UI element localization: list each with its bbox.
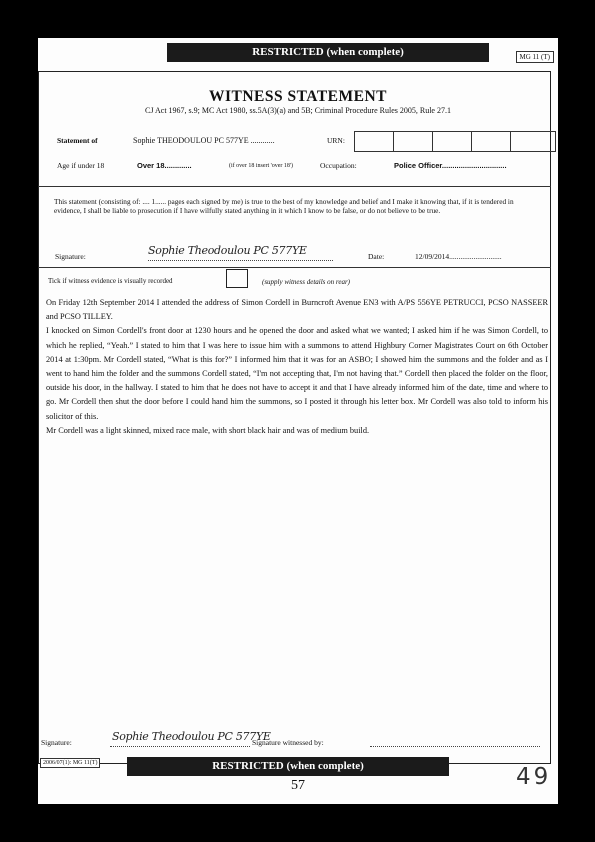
form-code-bottom: 2006/07(1): MG 11(T) (40, 758, 100, 768)
statement-paragraph: Mr Cordell was a light skinned, mixed race male, with short black hair and was of medium build. (46, 425, 370, 435)
urn-box[interactable] (432, 131, 472, 152)
occupation-value: Police Officer............................... (394, 161, 507, 170)
statement-page (38, 38, 558, 804)
form-code-top: MG 11 (T) (516, 51, 554, 63)
restricted-banner-bottom: RESTRICTED (when complete) (127, 757, 449, 776)
signature-label: Signature: (55, 252, 86, 261)
statement-of-value: Sophie THEODOULOU PC 577YE ............ (133, 136, 275, 145)
visual-record-checkbox[interactable] (226, 269, 248, 288)
urn-label: URN: (327, 136, 345, 145)
age-hint: (if over 18 insert 'over 18') (229, 163, 293, 169)
date-label: Date: (368, 252, 385, 261)
footer-signature-label: Signature: (41, 738, 72, 747)
statement-of-label: Statement of (57, 136, 98, 145)
signature-handwritten: Sophie Theodoulou PC 577YE (148, 244, 307, 257)
page-title: WITNESS STATEMENT (208, 88, 388, 105)
statement-paragraph: On Friday 12th September 2014 I attended the address of Simon Cordell in Burncroft Avenue EN3 with A/PS 556YE PETRUCCI, PCSO NASSEER and PCSO TILLEY. (46, 298, 548, 322)
footer-signature-handwritten: Sophie Theodoulou PC 577YE (112, 730, 271, 743)
date-value: 12/09/2014............................ (415, 252, 502, 261)
occupation-label: Occupation: (320, 161, 357, 170)
page-number: 57 (291, 778, 305, 793)
footer-signature-line (110, 746, 250, 747)
urn-box[interactable] (471, 131, 511, 152)
divider (38, 186, 551, 187)
age-value: Over 18............. (137, 161, 192, 170)
urn-box[interactable] (393, 131, 433, 152)
witnessed-label: Signature witnessed by: (252, 738, 324, 747)
urn-box[interactable] (510, 131, 556, 152)
witnessed-line (370, 746, 540, 747)
age-label: Age if under 18 (57, 161, 105, 170)
visual-record-label: Tick if witness evidence is visually recorded (48, 277, 173, 285)
statement-body (46, 296, 548, 438)
declaration-text: This statement (consisting of: .... 1...... pages each signed by me) is true to the best of my knowledge and belief and I make it knowing that, if it is tendered in evidence, I shall be liable to prosecution if I have wilfully stated anything in it which I know to be false, or do not believe to be true. (54, 197, 514, 215)
urn-boxes[interactable] (355, 131, 556, 152)
divider (38, 267, 551, 268)
statement-paragraph: I knocked on Simon Cordell's front door at 1230 hours and he opened the door and asked what we wanted; I asked him if he was Simon Cordell, to which he replied, “Yeah.” I stated to him that I was here to issue him with a summons to attend Highbury Corner Magistrates Court on 6th October 2014 at 1:30pm. Mr Cordell stated, “What is this for?” I informed him that it was for an ASBO; I showed him the summons and the folder and as I went to hand him the folder and the summons Cordell stated, “I'm not accepting that, I'm not having that.” Cordell then placed the folder on the floor, outside his door, in the hallway. I stated to him that he does not have to accept it and that I have already informed him of the date, time and where to go. Mr Cordell then shut the door before I could hand him the summons, so I posted it through his letter box. Mr Cordell was also told to inform his solicitor of this. (46, 326, 548, 421)
urn-box[interactable] (354, 131, 394, 152)
handwritten-page-number: 49 (516, 764, 552, 790)
restricted-banner-top: RESTRICTED (when complete) (167, 43, 489, 62)
visual-record-hint: (supply witness details on rear) (262, 278, 351, 286)
legal-reference: CJ Act 1967, s.9; MC Act 1980, ss.5A(3)(a) and 5B; Criminal Procedure Rules 2005, Rule 27.1 (145, 106, 451, 115)
signature-line (148, 260, 333, 261)
